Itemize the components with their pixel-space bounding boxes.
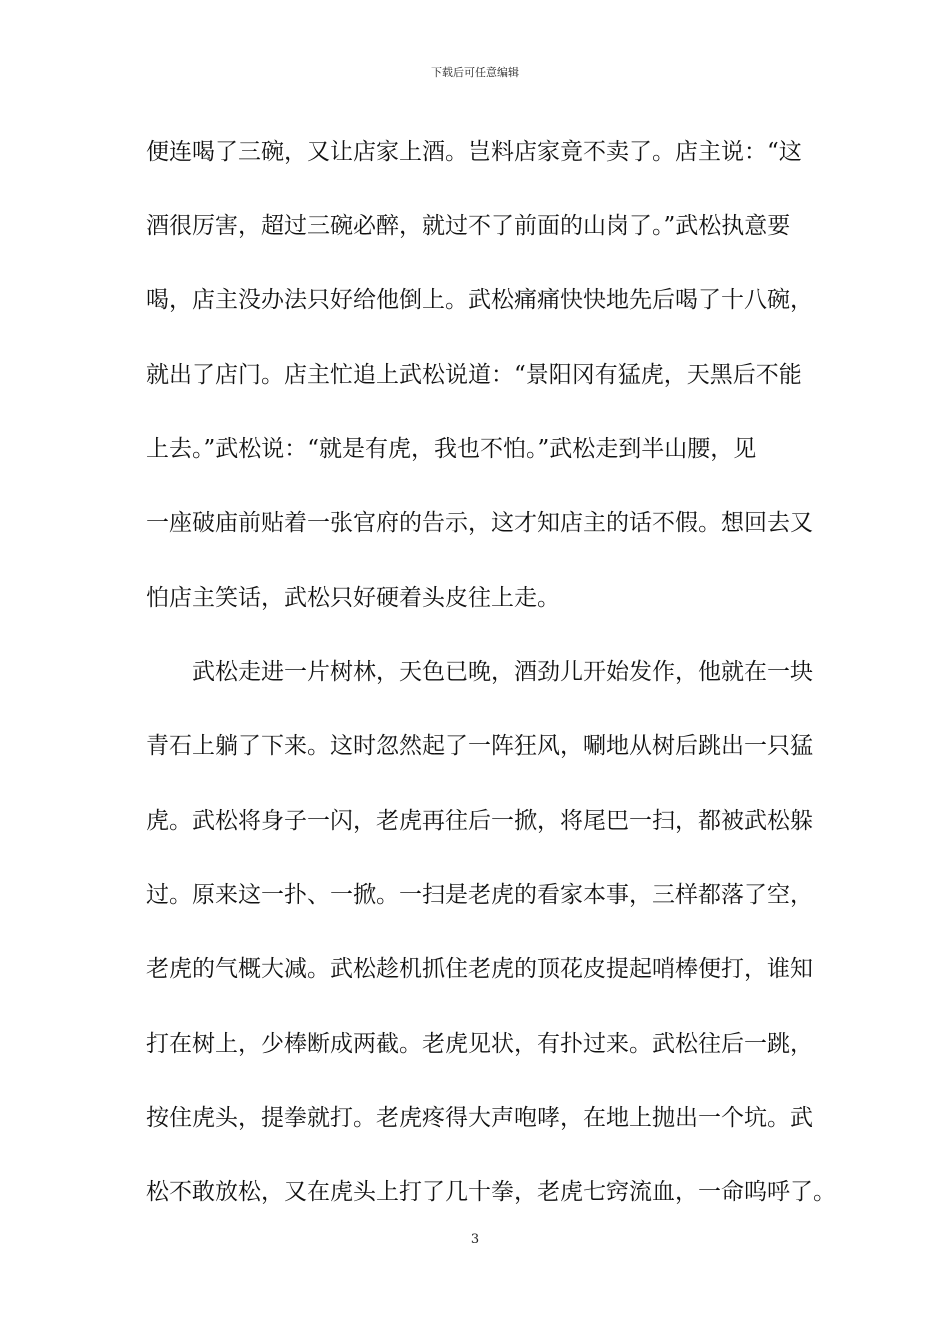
text-line: 松不敢放松，又在虎头上打了几十拳，老虎七窍流血，一命呜呼了。 (146, 1179, 836, 1205)
text-line: 过。原来这一扑、一掀。一扫是老虎的看家本事，三样都落了空， (146, 882, 813, 908)
text-line: 按住虎头，提拳就打。老虎疼得大声咆哮，在地上抛出一个坑。武 (146, 1105, 813, 1131)
text-line: 喝，店主没办法只好给他倒上。武松痛痛快快地先后喝了十八碗， (146, 287, 813, 313)
text-line: 上去。”武松说：“就是有虎，我也不怕。”武松走到半山腰，见 (146, 436, 757, 462)
text-line: 就出了店门。店主忙追上武松说道：“景阳冈有猛虎，天黑后不能 (146, 362, 802, 388)
text-line: 青石上躺了下来。这时忽然起了一阵狂风，唰地从树后跳出一只猛 (146, 733, 813, 759)
text-line: 武松走进一片树林，天色已晚，酒劲儿开始发作，他就在一块 (192, 659, 813, 685)
text-line: 老虎的气概大减。武松趁机抓住老虎的顶花皮提起哨棒便打，谁知 (146, 956, 813, 982)
text-line: 怕店主笑话，武松只好硬着头皮往上走。 (146, 585, 560, 611)
text-line: 虎。武松将身子一闪，老虎再往后一掀，将尾巴一扫，都被武松躲 (146, 808, 813, 834)
text-line: 便连喝了三碗，又让店家上酒。岂料店家竟不卖了。店主说：“这 (146, 139, 802, 165)
text-line: 酒很厉害，超过三碗必醉，就过不了前面的山岗了。”武松执意要 (146, 213, 791, 239)
text-line: 一座破庙前贴着一张官府的告示，这才知店主的话不假。想回去又 (146, 510, 813, 536)
page-header: 下载后可任意编辑 (431, 66, 519, 79)
text-line: 打在树上，少棒断成两截。老虎见状，有扑过来。武松往后一跳， (146, 1031, 813, 1057)
page-number: 3 (470, 1232, 480, 1247)
